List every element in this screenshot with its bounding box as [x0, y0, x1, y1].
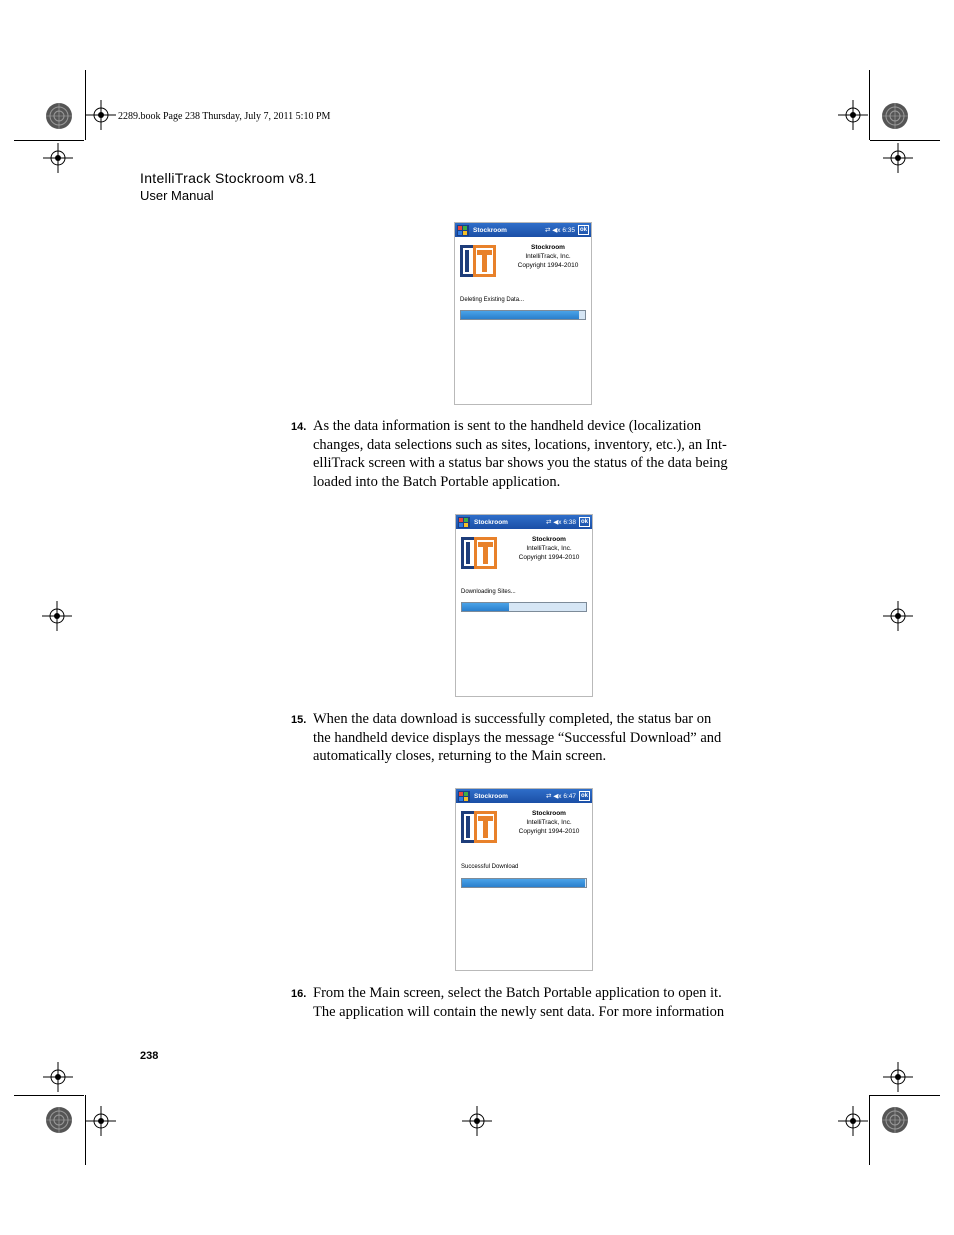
about-block [506, 809, 592, 836]
handheld-screenshot-downloading [455, 514, 593, 697]
about-product-name: Stockroom [532, 536, 566, 543]
color-registration-wheel-icon [45, 102, 73, 130]
tray-status: ⇄ ◀x 6:35 [545, 227, 575, 234]
progress-bar [461, 602, 587, 612]
step-text: When the data download is successfully completed, the status bar on the handheld device displays the message “Successful Download” and automatically closes, returning to the Main screen. [313, 711, 722, 765]
registration-target-icon [86, 100, 116, 130]
registration-target-icon [883, 601, 913, 631]
ok-button[interactable]: ok [579, 227, 587, 233]
step-text: As the data information is sent to the handheld device (localization changes, data selections such as sites, locations, inventory, etc.), an Int- elliTrack screen with a status bar shows you the status of the data being loaded into the Batch Portable application. [313, 418, 728, 491]
registration-target-icon [43, 143, 73, 173]
registration-target-icon [43, 1062, 73, 1092]
status-message: Downloading Sites... [461, 589, 516, 595]
color-registration-wheel-icon [881, 1106, 909, 1134]
print-slug: 2289.book Page 238 Thursday, July 7, 2011 5:10 PM [118, 111, 331, 122]
step-number: 15. [291, 714, 307, 726]
about-block [506, 535, 592, 562]
window-title-bar [455, 223, 591, 237]
progress-bar [461, 878, 587, 888]
intellitrack-logo-icon [460, 245, 496, 277]
registration-target-icon [838, 1106, 868, 1136]
window-title: Stockroom [474, 518, 508, 526]
progress-fill [462, 879, 585, 887]
registration-target-icon [42, 601, 72, 631]
handheld-screenshot-deleting [454, 222, 592, 405]
about-product-name: Stockroom [531, 244, 565, 251]
windows-start-icon[interactable] [458, 791, 470, 802]
about-company: IntelliTrack, Inc. [526, 545, 572, 552]
page-number: 238 [140, 1050, 159, 1062]
registration-target-icon [838, 100, 868, 130]
status-message: Deleting Existing Data... [460, 297, 525, 303]
about-block [505, 243, 591, 270]
handheld-screenshot-successful [455, 788, 593, 971]
about-company: IntelliTrack, Inc. [526, 819, 572, 826]
ok-button[interactable]: ok [580, 793, 588, 799]
color-registration-wheel-icon [45, 1106, 73, 1134]
tray-status: ⇄ ◀x 6:38 [546, 519, 576, 526]
tray-status: ⇄ ◀x 6:47 [546, 793, 576, 800]
window-title: Stockroom [474, 792, 508, 800]
registration-target-icon [883, 1062, 913, 1092]
about-copyright: Copyright 1994-2010 [518, 828, 580, 835]
progress-fill [462, 603, 509, 611]
step-number: 16. [291, 988, 307, 1000]
registration-target-icon [462, 1106, 492, 1136]
window-title-bar [456, 789, 592, 803]
intellitrack-logo-icon [461, 537, 497, 569]
progress-fill [461, 311, 579, 319]
registration-target-icon [883, 143, 913, 173]
registration-target-icon [86, 1106, 116, 1136]
about-copyright: Copyright 1994-2010 [517, 262, 579, 269]
windows-start-icon[interactable] [458, 517, 470, 528]
running-header-title: IntelliTrack Stockroom v8.1 [140, 170, 317, 186]
color-registration-wheel-icon [881, 102, 909, 130]
ok-button[interactable]: ok [580, 519, 588, 525]
about-company: IntelliTrack, Inc. [525, 253, 571, 260]
step-number: 14. [291, 421, 307, 433]
step-text: From the Main screen, select the Batch Portable application to open it. The application will contain the newly sent data. For more information [313, 985, 725, 1020]
about-copyright: Copyright 1994-2010 [518, 554, 580, 561]
progress-bar [460, 310, 586, 320]
window-title: Stockroom [473, 226, 507, 234]
status-message: Successful Download [461, 864, 519, 870]
windows-start-icon[interactable] [457, 225, 469, 236]
running-header-subtitle: User Manual [140, 188, 214, 203]
about-product-name: Stockroom [532, 810, 566, 817]
intellitrack-logo-icon [461, 811, 497, 843]
window-title-bar [456, 515, 592, 529]
